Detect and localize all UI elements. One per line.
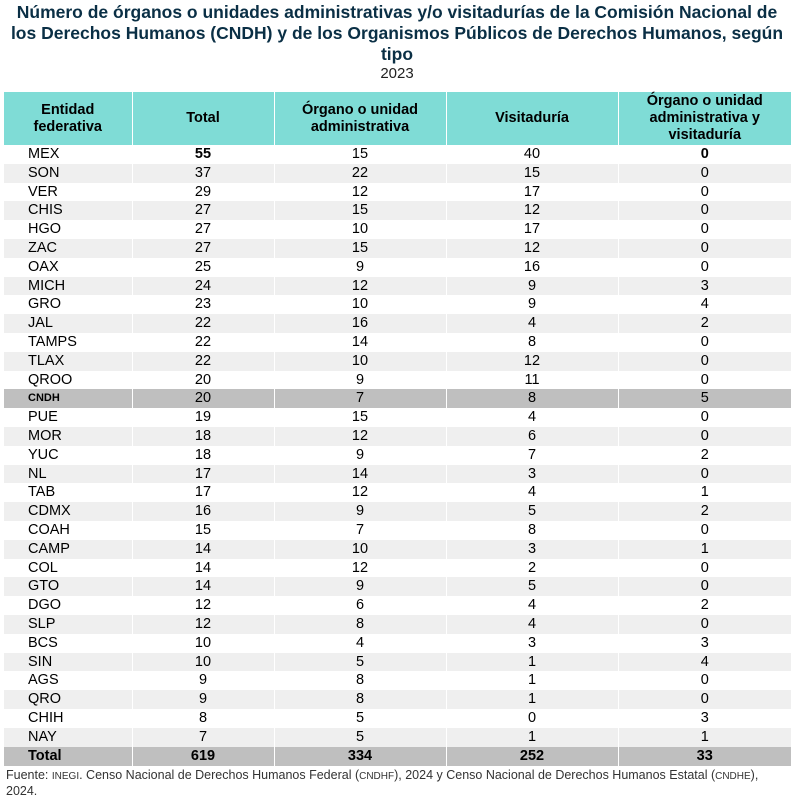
organo-cell: 10: [274, 352, 446, 371]
total-cell: 9: [132, 671, 274, 690]
source-note: [6, 768, 792, 799]
visitaduria-cell: 5: [446, 502, 618, 521]
entidad-cell: OAX: [4, 258, 132, 277]
entidad-cell: COL: [4, 559, 132, 578]
visitaduria-cell: 8: [446, 389, 618, 408]
entidad-cell: NAY: [4, 728, 132, 747]
ambos-cell: 0: [618, 352, 791, 371]
source-part3: ), 2024.: [6, 767, 759, 798]
table-row: [4, 295, 791, 314]
ambos-cell: 0: [700, 672, 709, 689]
table-row: [4, 389, 791, 408]
ambos-cell: 4: [700, 296, 709, 313]
ambos-cell: 2: [700, 446, 709, 463]
total-cell: 17: [132, 483, 274, 502]
ambos-cell: 1: [700, 484, 709, 501]
total-cell: 22: [132, 333, 274, 352]
ambos-cell: 0: [700, 559, 709, 576]
entidad-cell: SLP: [4, 615, 132, 634]
table-year: 2023: [380, 65, 414, 82]
entidad-cell: CNDH: [4, 389, 132, 408]
organo-cell: 9: [274, 371, 446, 390]
organo-cell: 9: [274, 577, 446, 596]
ambos-cell: 0: [618, 427, 791, 446]
entidad-cell: CDMX: [4, 502, 132, 521]
table-row: [4, 201, 791, 220]
total-total: 619: [132, 747, 274, 766]
organo-cell: 15: [274, 408, 446, 427]
visitaduria-cell: 5: [446, 577, 618, 596]
table-row: [4, 258, 791, 277]
visitaduria-cell: 1: [446, 671, 618, 690]
total-cell: 18: [132, 446, 274, 465]
visitaduria-cell: 1: [446, 653, 618, 672]
total-ambos: 33: [618, 747, 791, 766]
source-cndhe: CNDHE: [715, 770, 751, 782]
total-cell: 14: [132, 577, 274, 596]
source-part2: ), 2024 y Censo Nacional de Derechos Humanos Estatal (: [394, 767, 716, 782]
table-row: [4, 314, 791, 333]
entidad-cell: VER: [4, 183, 132, 202]
visitaduria-cell: 4: [446, 596, 618, 615]
ambos-cell: 0: [700, 409, 709, 426]
total-cell: 27: [132, 239, 274, 258]
total-cell: 20: [132, 389, 274, 408]
header-entidad: Entidad federativa: [4, 92, 132, 145]
table-row: [4, 427, 791, 446]
table-row: [4, 653, 791, 672]
entidad-cell: TAB: [4, 483, 132, 502]
visitaduria-cell: 7: [446, 446, 618, 465]
organo-cell: 12: [274, 427, 446, 446]
entidad-cell: TLAX: [4, 352, 132, 371]
table-title: Número de órganos o unidades administrativas y/o visitadurías de la Comisión Nacional de los Derechos Humanos (CNDH) y de los Organismos Públicos de Derechos Humanos, según tipo: [10, 2, 784, 64]
total-cell: 22: [132, 352, 274, 371]
entidad-cell: TAMPS: [4, 333, 132, 352]
table-row: [4, 634, 791, 653]
header-row: [4, 92, 791, 145]
data-table: [4, 92, 791, 766]
table-row: [4, 559, 791, 578]
organo-cell: 7: [274, 521, 446, 540]
source-prefix: Fuente:: [6, 767, 52, 782]
total-cell: 23: [132, 295, 274, 314]
total-cell: 14: [132, 540, 274, 559]
total-cell: 7: [132, 728, 274, 747]
table-row: [4, 183, 791, 202]
organo-cell: 9: [274, 258, 446, 277]
organo-cell: 16: [274, 314, 446, 333]
table-row: [4, 408, 791, 427]
source-cndhf: CNDHF: [359, 770, 395, 782]
organo-cell: 4: [274, 634, 446, 653]
organo-cell: 6: [274, 596, 446, 615]
total-cell: 27: [132, 220, 274, 239]
visitaduria-cell: 12: [446, 201, 618, 220]
table-row: [4, 446, 791, 465]
table-row: [4, 540, 791, 559]
entidad-cell: ZAC: [4, 239, 132, 258]
ambos-cell: 1: [618, 540, 791, 559]
organo-cell: 14: [274, 333, 446, 352]
visitaduria-cell: 3: [446, 634, 618, 653]
table-row: [4, 371, 791, 390]
ambos-cell: 3: [618, 277, 791, 296]
total-cell: 10: [132, 634, 274, 653]
entidad-cell: JAL: [4, 314, 132, 333]
visitaduria-cell: 3: [446, 465, 618, 484]
entidad-cell: GTO: [4, 577, 132, 596]
table-row: [4, 352, 791, 371]
entidad-cell: YUC: [4, 446, 132, 465]
organo-cell: 15: [274, 201, 446, 220]
table-row: [4, 277, 791, 296]
organo-cell: 14: [274, 465, 446, 484]
entidad-cell: QROO: [4, 371, 132, 390]
table-row: [4, 239, 791, 258]
visitaduria-cell: 16: [446, 258, 618, 277]
ambos-cell: 0: [618, 465, 791, 484]
table-row: [4, 577, 791, 596]
table-row: [4, 615, 791, 634]
total-cell: 15: [132, 521, 274, 540]
entidad-cell: MEX: [4, 145, 132, 164]
table-row: [4, 521, 791, 540]
table-row: [4, 483, 791, 502]
entidad-cell: HGO: [4, 220, 132, 239]
entidad-cell: CHIH: [4, 709, 132, 728]
organo-cell: 12: [274, 559, 446, 578]
visitaduria-cell: 12: [446, 352, 618, 371]
visitaduria-cell: 1: [446, 690, 618, 709]
entidad-cell: BCS: [4, 634, 132, 653]
visitaduria-cell: 15: [446, 164, 618, 183]
visitaduria-cell: 4: [446, 408, 618, 427]
visitaduria-cell: 4: [446, 314, 618, 333]
entidad-cell: CHIS: [4, 201, 132, 220]
total-visitaduria: 252: [446, 747, 618, 766]
total-cell: 14: [132, 559, 274, 578]
ambos-cell: 0: [700, 146, 709, 162]
total-cell: 8: [132, 709, 274, 728]
organo-cell: 7: [274, 389, 446, 408]
visitaduria-cell: 40: [446, 145, 618, 164]
entidad-cell: CAMP: [4, 540, 132, 559]
entidad-cell: SIN: [4, 653, 132, 672]
table-row: [4, 728, 791, 747]
source-inegi: INEGI: [51, 770, 80, 782]
table-row: [4, 596, 791, 615]
total-cell: 37: [132, 164, 274, 183]
visitaduria-cell: 9: [446, 277, 618, 296]
organo-cell: 5: [274, 709, 446, 728]
organo-cell: 15: [274, 145, 446, 164]
entidad-cell: MOR: [4, 427, 132, 446]
visitaduria-cell: 6: [446, 427, 618, 446]
organo-cell: 10: [274, 295, 446, 314]
total-cell: 55: [132, 145, 274, 164]
organo-cell: 12: [274, 483, 446, 502]
total-cell: 20: [132, 371, 274, 390]
visitaduria-cell: 9: [446, 295, 618, 314]
visitaduria-cell: 8: [446, 521, 618, 540]
visitaduria-cell: 4: [446, 483, 618, 502]
organo-cell: 8: [274, 615, 446, 634]
total-row: [4, 747, 791, 766]
ambos-cell: 0: [618, 239, 791, 258]
total-cell: 22: [132, 314, 274, 333]
header-total: Total: [132, 92, 274, 145]
visitaduria-cell: 8: [446, 333, 618, 352]
organo-cell: 8: [274, 671, 446, 690]
total-label: Total: [4, 747, 132, 766]
visitaduria-cell: 0: [446, 709, 618, 728]
visitaduria-cell: 12: [446, 239, 618, 258]
header-organo: Órgano o unidad administrativa: [274, 92, 446, 145]
entidad-cell: QRO: [4, 690, 132, 709]
total-cell: 25: [132, 258, 274, 277]
ambos-cell: 0: [700, 371, 709, 388]
entidad-cell: MICH: [4, 277, 132, 296]
visitaduria-cell: 17: [446, 220, 618, 239]
ambos-cell: 2: [618, 502, 791, 521]
table-row: [4, 164, 791, 183]
organo-cell: 9: [274, 446, 446, 465]
table-row: [4, 145, 791, 164]
total-cell: 24: [132, 277, 274, 296]
visitaduria-cell: 17: [446, 183, 618, 202]
table-row: [4, 502, 791, 521]
entidad-cell: GRO: [4, 295, 132, 314]
visitaduria-cell: 4: [446, 615, 618, 634]
ambos-cell: 0: [700, 333, 709, 350]
header-visitaduria: Visitaduría: [446, 92, 618, 145]
organo-cell: 12: [274, 183, 446, 202]
ambos-cell: 0: [700, 521, 709, 538]
ambos-cell: 2: [618, 314, 791, 333]
total-organo: 334: [274, 747, 446, 766]
organo-cell: 9: [274, 502, 446, 521]
table-row: [4, 333, 791, 352]
entidad-cell: AGS: [4, 671, 132, 690]
ambos-cell: 5: [618, 389, 791, 408]
ambos-cell: 0: [618, 577, 791, 596]
total-cell: 18: [132, 427, 274, 446]
total-cell: 19: [132, 408, 274, 427]
entidad-cell: NL: [4, 465, 132, 484]
organo-cell: 22: [274, 164, 446, 183]
ambos-cell: 0: [700, 221, 709, 238]
entidad-cell: PUE: [4, 408, 132, 427]
total-cell: 10: [132, 653, 274, 672]
organo-cell: 8: [274, 690, 446, 709]
ambos-cell: 1: [618, 728, 791, 747]
organo-cell: 5: [274, 728, 446, 747]
visitaduria-cell: 3: [446, 540, 618, 559]
table-row: [4, 220, 791, 239]
entidad-cell: COAH: [4, 521, 132, 540]
total-cell: 12: [132, 596, 274, 615]
source-part1: . Censo Nacional de Derechos Humanos Federal (: [79, 767, 360, 782]
organo-cell: 10: [274, 540, 446, 559]
table-row: [4, 709, 791, 728]
ambos-cell: 0: [618, 615, 791, 634]
total-cell: 9: [132, 690, 274, 709]
table-body: [4, 145, 791, 747]
total-cell: 17: [132, 465, 274, 484]
ambos-cell: 2: [700, 597, 709, 614]
organo-cell: 15: [274, 239, 446, 258]
organo-cell: 12: [274, 277, 446, 296]
ambos-cell: 4: [618, 653, 791, 672]
ambos-cell: 3: [700, 709, 709, 726]
visitaduria-cell: 2: [446, 559, 618, 578]
organo-cell: 10: [274, 220, 446, 239]
total-cell: 29: [132, 183, 274, 202]
visitaduria-cell: 11: [446, 371, 618, 390]
table-row: [4, 671, 791, 690]
table-row: [4, 690, 791, 709]
total-cell: 12: [132, 615, 274, 634]
organo-cell: 5: [274, 653, 446, 672]
ambos-cell: 0: [618, 164, 791, 183]
ambos-cell: 0: [618, 201, 791, 220]
total-cell: 27: [132, 201, 274, 220]
header-ambos: Órgano o unidad administrativa y visitaduría: [618, 92, 791, 145]
table-row: [4, 465, 791, 484]
ambos-cell: 0: [700, 258, 709, 275]
ambos-cell: 3: [700, 634, 709, 651]
visitaduria-cell: 1: [446, 728, 618, 747]
ambos-cell: 0: [700, 183, 709, 200]
entidad-cell: SON: [4, 164, 132, 183]
ambos-cell: 0: [618, 690, 791, 709]
entidad-cell: DGO: [4, 596, 132, 615]
total-cell: 16: [132, 502, 274, 521]
